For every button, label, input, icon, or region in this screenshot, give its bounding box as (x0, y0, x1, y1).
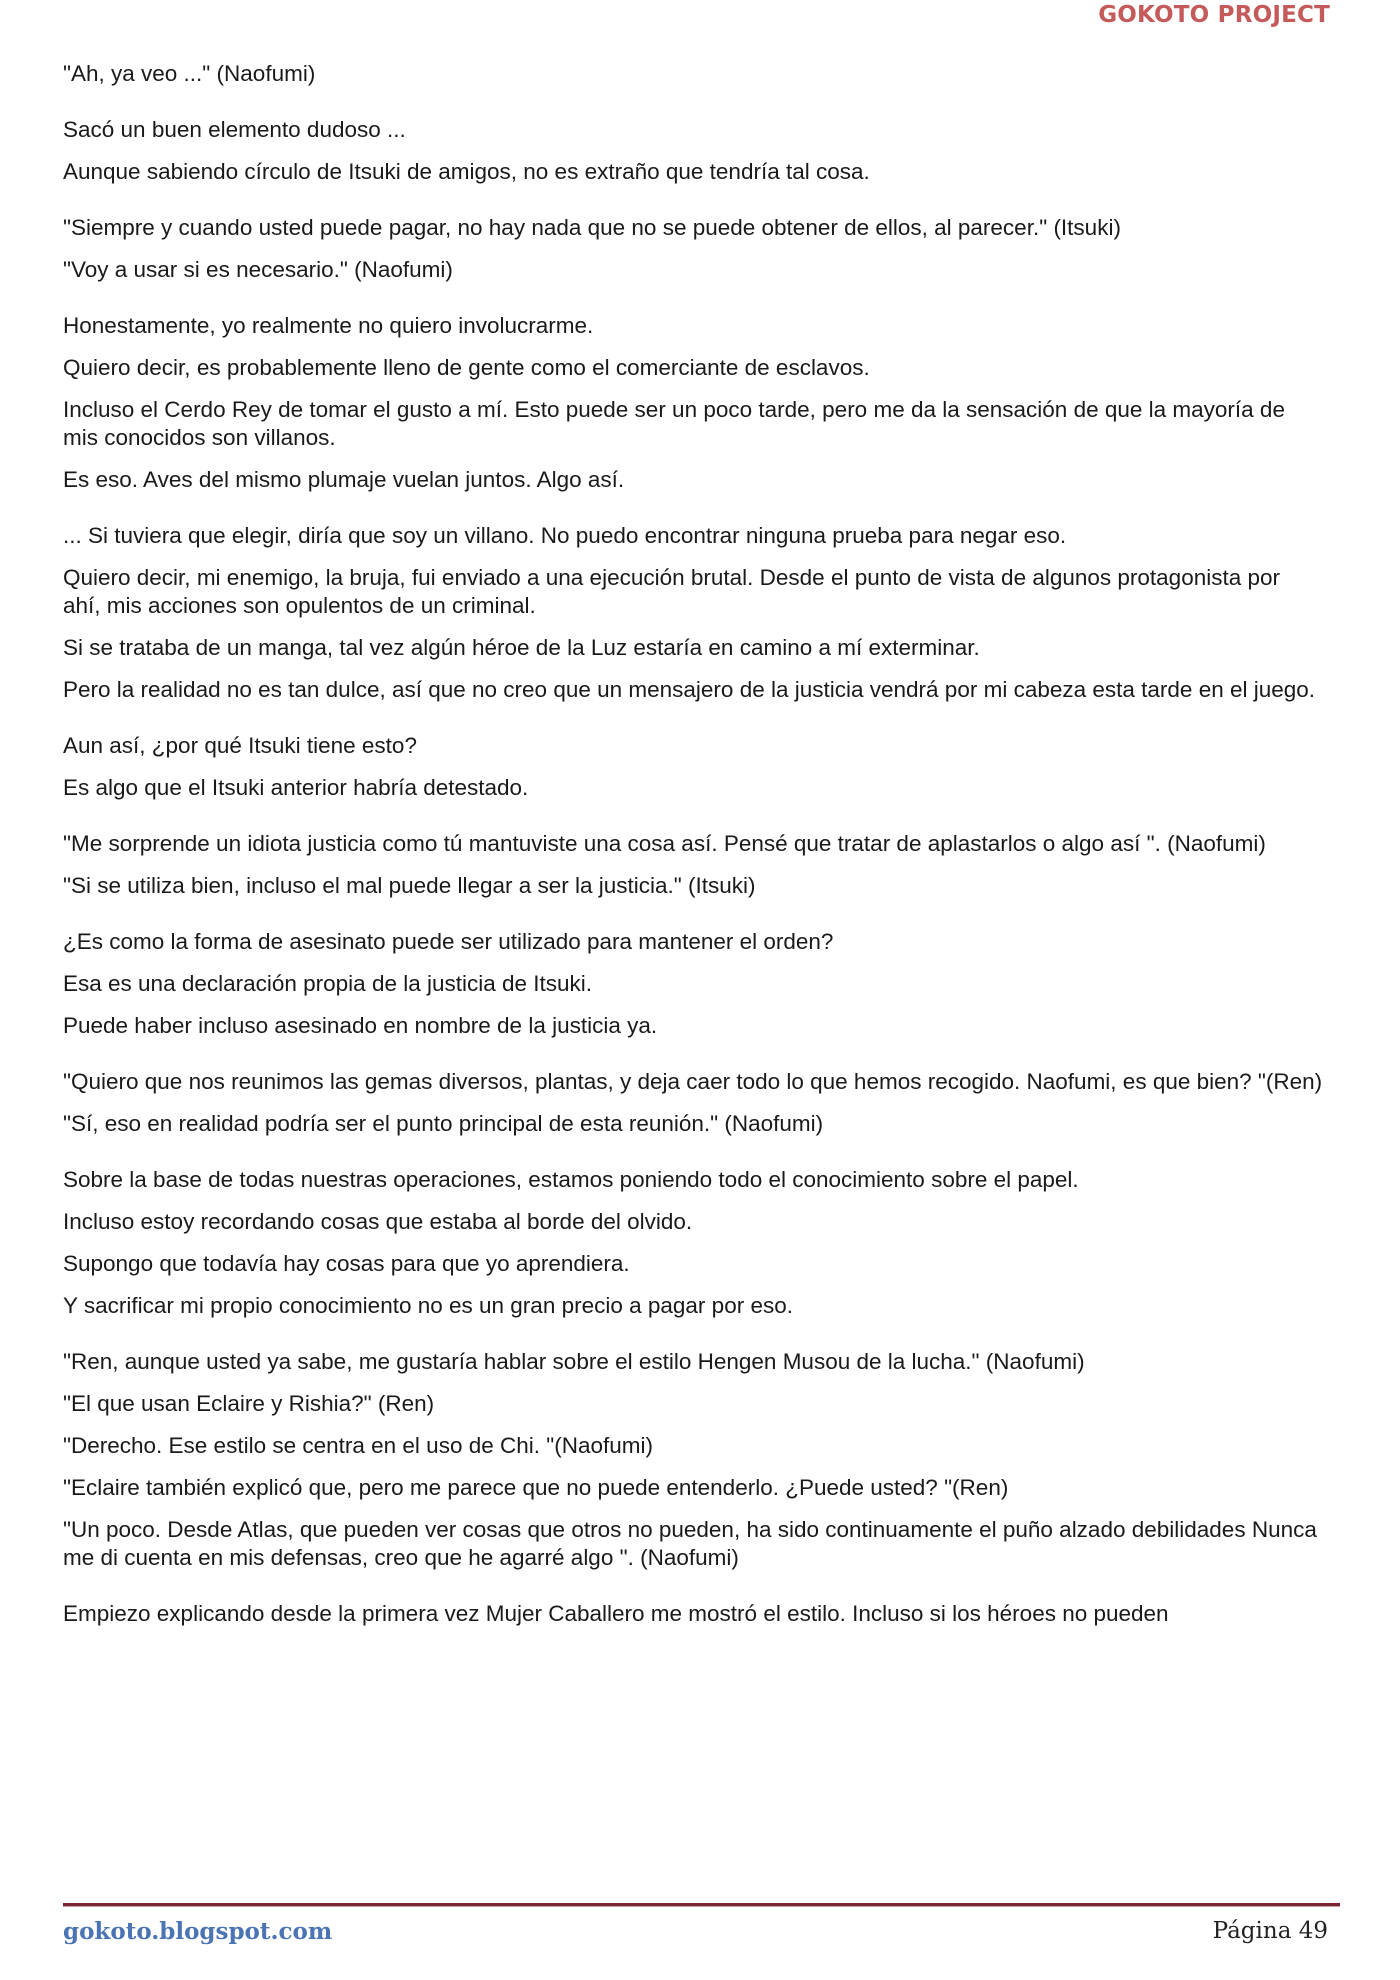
body-paragraph: Quiero decir, es probablemente lleno de gente como el comerciante de esclavos. (63, 355, 870, 380)
body-paragraph: Esa es una declaración propia de la justicia de Itsuki. (63, 971, 593, 996)
body-paragraph: "Sí, eso en realidad podría ser el punto principal de esta reunión." (Naofumi) (63, 1111, 824, 1136)
body-paragraph: "Ah, ya veo ..." (Naofumi) (63, 61, 316, 86)
body-paragraph: Sacó un buen elemento dudoso ... (63, 117, 406, 142)
body-paragraph: "Un poco. Desde Atlas, que pueden ver cosas que otros no pueden, ha sido continuamente el puño alzado debilidades Nunca me di cuenta en mis defensas, creo que he agarré algo ". (Naofumi) (63, 1517, 1317, 1570)
body-paragraph: Pero la realidad no es tan dulce, así que no creo que un mensajero de la justicia vendrá por mi cabeza esta tarde en el juego. (63, 677, 1316, 702)
body-paragraph: Si se trataba de un manga, tal vez algún héroe de la Luz estaría en camino a mí exterminar. (63, 635, 980, 660)
body-paragraph: Y sacrificar mi propio conocimiento no es un gran precio a pagar por eso. (63, 1293, 793, 1318)
body-paragraph: "Siempre y cuando usted puede pagar, no hay nada que no se puede obtener de ellos, al parecer." (Itsuki) (63, 215, 1121, 240)
body-paragraph: ... Si tuviera que elegir, diría que soy un villano. No puedo encontrar ninguna prueba para negar eso. (63, 523, 1067, 548)
body-paragraph: Aunque sabiendo círculo de Itsuki de amigos, no es extraño que tendría tal cosa. (63, 159, 870, 184)
body-paragraph: Puede haber incluso asesinado en nombre de la justicia ya. (63, 1013, 658, 1038)
body-paragraph: Quiero decir, mi enemigo, la bruja, fui enviado a una ejecución brutal. Desde el punto de vista de algunos protagonista por ahí, mis acciones son opulentos de un criminal. (63, 565, 1281, 618)
body-paragraph: Empiezo explicando desde la primera vez Mujer Caballero me mostró el estilo. Incluso si los héroes no pueden (63, 1601, 1169, 1626)
body-paragraph: "Ren, aunque usted ya sabe, me gustaría hablar sobre el estilo Hengen Musou de la lucha." (Naofumi) (63, 1349, 1085, 1374)
footer-site-link[interactable]: gokoto.blogspot.com (63, 1918, 333, 1945)
body-paragraph: "Me sorprende un idiota justicia como tú mantuviste una cosa así. Pensé que tratar de aplastarlos o algo así ". (Naofumi) (63, 831, 1266, 856)
body-paragraph: Es algo que el Itsuki anterior habría detestado. (63, 775, 529, 800)
body-paragraph: "Voy a usar si es necesario." (Naofumi) (63, 257, 453, 282)
body-paragraph: Sobre la base de todas nuestras operaciones, estamos poniendo todo el conocimiento sobre el papel. (63, 1167, 1079, 1192)
footer-divider (63, 1903, 1340, 1907)
body-paragraph: Incluso el Cerdo Rey de tomar el gusto a mí. Esto puede ser un poco tarde, pero me da la sensación de que la mayoría de mis conocidos son villanos. (63, 397, 1285, 450)
body-paragraph: Supongo que todavía hay cosas para que yo aprendiera. (63, 1251, 630, 1276)
body-paragraph: Incluso estoy recordando cosas que estaba al borde del olvido. (63, 1209, 693, 1234)
page-body (63, 60, 1323, 1642)
body-paragraph: "Eclaire también explicó que, pero me parece que no puede entenderlo. ¿Puede usted? "(Ren) (63, 1475, 1009, 1500)
body-paragraph: ¿Es como la forma de asesinato puede ser utilizado para mantener el orden? (63, 929, 834, 954)
body-paragraph: "Si se utiliza bien, incluso el mal puede llegar a ser la justicia." (Itsuki) (63, 873, 756, 898)
body-paragraph: "Quiero que nos reunimos las gemas diversos, plantas, y deja caer todo lo que hemos recogido. Naofumi, es que bien? "(Ren) (63, 1069, 1323, 1094)
page-number: Página 49 (1212, 1918, 1328, 1944)
body-paragraph: "El que usan Eclaire y Rishia?" (Ren) (63, 1391, 435, 1416)
body-paragraph: "Derecho. Ese estilo se centra en el uso de Chi. "(Naofumi) (63, 1433, 653, 1458)
body-paragraph: Es eso. Aves del mismo plumaje vuelan juntos. Algo así. (63, 467, 625, 492)
body-paragraph: Aun así, ¿por qué Itsuki tiene esto? (63, 733, 417, 758)
body-paragraph: Honestamente, yo realmente no quiero involucrarme. (63, 313, 594, 338)
header-brand: GOKOTO PROJECT (1098, 2, 1330, 28)
